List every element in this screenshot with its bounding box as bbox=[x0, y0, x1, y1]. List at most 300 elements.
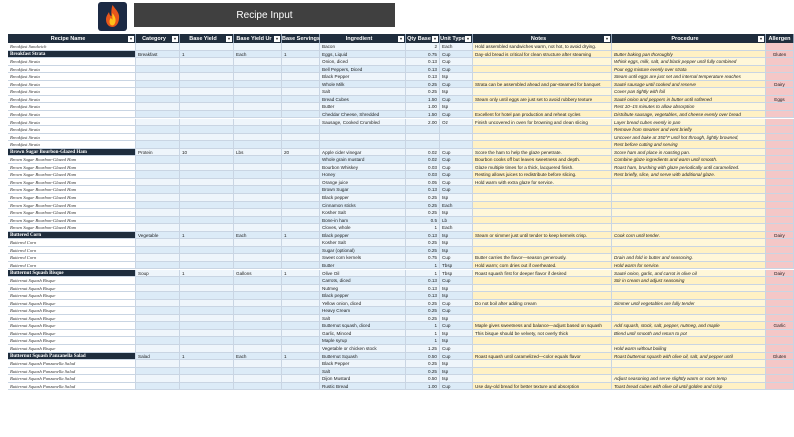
cell-base_yield_unit[interactable] bbox=[234, 156, 282, 164]
cell-base_yield_unit[interactable]: Each bbox=[234, 232, 282, 240]
cell-procedure[interactable] bbox=[612, 224, 766, 232]
cell-base_servings[interactable]: 1 bbox=[282, 270, 320, 278]
cell-qty[interactable]: 1 bbox=[406, 330, 440, 338]
cell-allergen[interactable] bbox=[766, 337, 794, 345]
cell-notes[interactable] bbox=[473, 277, 612, 285]
cell-recipe[interactable]: Breakfast Strata bbox=[8, 111, 136, 119]
cell-base_yield[interactable] bbox=[180, 383, 234, 391]
cell-ingredient[interactable]: Orange juice bbox=[320, 179, 406, 187]
cell-allergen[interactable] bbox=[766, 277, 794, 285]
cell-base_yield[interactable]: 1 bbox=[180, 51, 234, 59]
cell-recipe[interactable]: Butternut Squash Panzanella Salad bbox=[8, 375, 136, 383]
cell-category[interactable] bbox=[136, 43, 180, 51]
cell-allergen[interactable]: Gluten bbox=[766, 353, 794, 361]
cell-category[interactable] bbox=[136, 322, 180, 330]
cell-qty[interactable]: 0.75 bbox=[406, 51, 440, 59]
cell-base_yield_unit[interactable] bbox=[234, 345, 282, 353]
cell-procedure[interactable] bbox=[612, 43, 766, 51]
cell-recipe[interactable]: Breakfast Strata bbox=[8, 126, 136, 134]
cell-category[interactable] bbox=[136, 156, 180, 164]
cell-base_yield_unit[interactable] bbox=[234, 43, 282, 51]
cell-unit[interactable]: Cup bbox=[440, 277, 473, 285]
cell-allergen[interactable] bbox=[766, 375, 794, 383]
cell-procedure[interactable]: Adjust seasoning and serve slightly warm or room temp bbox=[612, 375, 766, 383]
filter-dropdown-icon[interactable]: ▾ bbox=[173, 35, 176, 41]
cell-procedure[interactable]: Hold warm without boiling bbox=[612, 345, 766, 353]
cell-notes[interactable]: Butter carries the flavor—season generously. bbox=[473, 254, 612, 262]
cell-recipe[interactable]: Breakfast Strata bbox=[8, 81, 136, 89]
cell-qty[interactable]: 0.13 bbox=[406, 232, 440, 240]
filter-dropdown-icon[interactable]: ▾ bbox=[466, 35, 469, 41]
cell-unit[interactable] bbox=[440, 134, 473, 142]
cell-notes[interactable] bbox=[473, 315, 612, 323]
cell-procedure[interactable]: Roast ham, brushing with glaze periodically until caramelized. bbox=[612, 164, 766, 172]
cell-recipe[interactable]: Butternut Squash Bisque bbox=[8, 277, 136, 285]
cell-base_yield[interactable] bbox=[180, 111, 234, 119]
cell-base_servings[interactable] bbox=[282, 360, 320, 368]
cell-allergen[interactable]: Eggs bbox=[766, 96, 794, 104]
cell-base_yield_unit[interactable] bbox=[234, 239, 282, 247]
cell-base_servings[interactable] bbox=[282, 209, 320, 217]
cell-base_yield_unit[interactable] bbox=[234, 81, 282, 89]
cell-qty[interactable]: 1 bbox=[406, 337, 440, 345]
cell-base_yield[interactable] bbox=[180, 322, 234, 330]
cell-category[interactable] bbox=[136, 330, 180, 338]
cell-unit[interactable]: tsp bbox=[440, 315, 473, 323]
cell-unit[interactable]: Cup bbox=[440, 156, 473, 164]
cell-base_yield[interactable] bbox=[180, 119, 234, 127]
cell-base_yield[interactable] bbox=[180, 58, 234, 66]
cell-allergen[interactable] bbox=[766, 119, 794, 127]
cell-qty[interactable]: 1.00 bbox=[406, 103, 440, 111]
cell-unit[interactable]: Tbsp bbox=[440, 262, 473, 270]
cell-base_servings[interactable] bbox=[282, 179, 320, 187]
cell-procedure[interactable]: Layer bread cubes evenly in pan bbox=[612, 119, 766, 127]
cell-base_servings[interactable] bbox=[282, 217, 320, 225]
cell-qty[interactable]: 0.25 bbox=[406, 88, 440, 96]
cell-base_servings[interactable] bbox=[282, 58, 320, 66]
cell-base_yield[interactable] bbox=[180, 194, 234, 202]
cell-recipe[interactable]: Butternut Squash Panzanella Salad bbox=[8, 360, 136, 368]
cell-qty[interactable]: 1.50 bbox=[406, 111, 440, 119]
cell-allergen[interactable] bbox=[766, 330, 794, 338]
cell-unit[interactable]: Cup bbox=[440, 164, 473, 172]
cell-notes[interactable] bbox=[473, 345, 612, 353]
cell-base_yield_unit[interactable] bbox=[234, 247, 282, 255]
cell-base_servings[interactable] bbox=[282, 81, 320, 89]
cell-category[interactable] bbox=[136, 307, 180, 315]
cell-recipe[interactable]: Breakfast Strata bbox=[8, 119, 136, 127]
cell-allergen[interactable] bbox=[766, 209, 794, 217]
cell-unit[interactable]: Each bbox=[440, 202, 473, 210]
cell-recipe[interactable]: Butternut Squash Panzanella Salad bbox=[8, 368, 136, 376]
cell-base_servings[interactable]: 1 bbox=[282, 51, 320, 59]
cell-recipe[interactable]: Buttered Corn bbox=[8, 247, 136, 255]
cell-base_yield_unit[interactable] bbox=[234, 66, 282, 74]
cell-notes[interactable] bbox=[473, 224, 612, 232]
cell-base_yield[interactable] bbox=[180, 292, 234, 300]
cell-category[interactable] bbox=[136, 58, 180, 66]
cell-ingredient[interactable]: Cheddar Cheese, Shredded bbox=[320, 111, 406, 119]
cell-notes[interactable]: Roast squash first for deeper flavor if desired bbox=[473, 270, 612, 278]
cell-allergen[interactable] bbox=[766, 285, 794, 293]
cell-base_servings[interactable] bbox=[282, 171, 320, 179]
cell-base_servings[interactable] bbox=[282, 315, 320, 323]
cell-recipe[interactable]: Brown Sugar Bourbon-Glazed Ham bbox=[8, 209, 136, 217]
cell-base_yield[interactable]: 1 bbox=[180, 353, 234, 361]
cell-unit[interactable]: Cup bbox=[440, 179, 473, 187]
cell-ingredient[interactable]: Carrots, diced bbox=[320, 277, 406, 285]
cell-qty[interactable]: 0.25 bbox=[406, 368, 440, 376]
cell-ingredient[interactable]: Butter bbox=[320, 103, 406, 111]
cell-base_yield_unit[interactable] bbox=[234, 171, 282, 179]
cell-procedure[interactable]: Distribute sausage, vegetables, and cheese evenly over bread bbox=[612, 111, 766, 119]
cell-notes[interactable]: Hold assembled sandwiches warm, not hot, to avoid drying. bbox=[473, 43, 612, 51]
cell-unit[interactable]: Cup bbox=[440, 58, 473, 66]
cell-ingredient[interactable]: Nutmeg bbox=[320, 285, 406, 293]
cell-base_servings[interactable] bbox=[282, 194, 320, 202]
cell-base_yield[interactable] bbox=[180, 186, 234, 194]
cell-procedure[interactable] bbox=[612, 247, 766, 255]
cell-procedure[interactable] bbox=[612, 292, 766, 300]
cell-recipe[interactable]: Butternut Squash Panzanella Salad bbox=[8, 353, 136, 361]
cell-base_yield_unit[interactable] bbox=[234, 134, 282, 142]
cell-procedure[interactable]: Uncover and bake at 350°F until hot through, lightly browned, bbox=[612, 134, 766, 142]
cell-allergen[interactable] bbox=[766, 300, 794, 308]
cell-allergen[interactable] bbox=[766, 126, 794, 134]
cell-recipe[interactable]: Brown Sugar Bourbon-Glazed Ham bbox=[8, 156, 136, 164]
cell-base_yield_unit[interactable] bbox=[234, 322, 282, 330]
cell-base_yield[interactable] bbox=[180, 247, 234, 255]
cell-procedure[interactable]: Add squash, stock, salt, pepper, nutmeg, and maple bbox=[612, 322, 766, 330]
cell-notes[interactable] bbox=[473, 239, 612, 247]
cell-recipe[interactable]: Brown Sugar Bourbon-Glazed Ham bbox=[8, 164, 136, 172]
cell-base_yield_unit[interactable] bbox=[234, 277, 282, 285]
recipe-grid[interactable] bbox=[8, 34, 794, 437]
cell-category[interactable] bbox=[136, 202, 180, 210]
cell-qty[interactable]: 0.02 bbox=[406, 156, 440, 164]
cell-base_servings[interactable]: 20 bbox=[282, 149, 320, 157]
cell-base_yield_unit[interactable] bbox=[234, 375, 282, 383]
column-header-procedure[interactable] bbox=[612, 34, 766, 43]
cell-procedure[interactable]: Toast bread cubes with olive oil until golden and crisp bbox=[612, 383, 766, 391]
cell-ingredient[interactable]: Onion, diced bbox=[320, 58, 406, 66]
cell-recipe[interactable]: Breakfast Strata bbox=[8, 73, 136, 81]
cell-category[interactable] bbox=[136, 179, 180, 187]
cell-recipe[interactable]: Buttered Corn bbox=[8, 239, 136, 247]
cell-recipe[interactable]: Butternut Squash Bisque bbox=[8, 270, 136, 278]
cell-category[interactable] bbox=[136, 119, 180, 127]
cell-notes[interactable] bbox=[473, 58, 612, 66]
cell-base_servings[interactable] bbox=[282, 337, 320, 345]
cell-base_yield_unit[interactable] bbox=[234, 383, 282, 391]
cell-base_yield_unit[interactable] bbox=[234, 360, 282, 368]
cell-qty[interactable]: 0.03 bbox=[406, 164, 440, 172]
cell-category[interactable] bbox=[136, 345, 180, 353]
cell-allergen[interactable] bbox=[766, 88, 794, 96]
cell-base_yield_unit[interactable] bbox=[234, 285, 282, 293]
cell-base_yield[interactable] bbox=[180, 337, 234, 345]
filter-dropdown-icon[interactable]: ▾ bbox=[227, 35, 230, 41]
cell-base_servings[interactable] bbox=[282, 247, 320, 255]
cell-category[interactable] bbox=[136, 88, 180, 96]
cell-notes[interactable] bbox=[473, 292, 612, 300]
cell-base_servings[interactable] bbox=[282, 368, 320, 376]
cell-unit[interactable]: tsp bbox=[440, 232, 473, 240]
cell-base_servings[interactable] bbox=[282, 322, 320, 330]
filter-dropdown-icon[interactable]: ▾ bbox=[433, 35, 436, 41]
cell-unit[interactable]: tsp bbox=[440, 103, 473, 111]
cell-qty[interactable]: 0.50 bbox=[406, 353, 440, 361]
filter-dropdown-icon[interactable]: ▾ bbox=[605, 35, 608, 41]
cell-base_servings[interactable] bbox=[282, 186, 320, 194]
column-header-ingredient[interactable] bbox=[320, 34, 406, 43]
cell-ingredient[interactable]: Butternut Squash bbox=[320, 353, 406, 361]
cell-category[interactable] bbox=[136, 103, 180, 111]
cell-unit[interactable]: Cup bbox=[440, 322, 473, 330]
cell-base_yield[interactable] bbox=[180, 126, 234, 134]
cell-qty[interactable]: 2 bbox=[406, 43, 440, 51]
cell-base_yield_unit[interactable] bbox=[234, 368, 282, 376]
cell-base_yield_unit[interactable] bbox=[234, 224, 282, 232]
cell-category[interactable] bbox=[136, 134, 180, 142]
cell-allergen[interactable] bbox=[766, 66, 794, 74]
cell-category[interactable] bbox=[136, 186, 180, 194]
cell-category[interactable]: Breakfast bbox=[136, 51, 180, 59]
cell-base_servings[interactable]: 1 bbox=[282, 353, 320, 361]
cell-unit[interactable]: tsp bbox=[440, 239, 473, 247]
cell-qty[interactable]: 0.25 bbox=[406, 307, 440, 315]
cell-allergen[interactable] bbox=[766, 186, 794, 194]
cell-notes[interactable] bbox=[473, 66, 612, 74]
cell-base_yield[interactable] bbox=[180, 164, 234, 172]
cell-qty[interactable]: 0.50 bbox=[406, 375, 440, 383]
cell-allergen[interactable]: Dairy bbox=[766, 81, 794, 89]
cell-unit[interactable]: Cup bbox=[440, 254, 473, 262]
cell-qty[interactable]: 0.25 bbox=[406, 81, 440, 89]
cell-base_yield_unit[interactable] bbox=[234, 330, 282, 338]
cell-base_servings[interactable] bbox=[282, 254, 320, 262]
cell-recipe[interactable]: Butternut Squash Panzanella Salad bbox=[8, 383, 136, 391]
cell-category[interactable] bbox=[136, 126, 180, 134]
cell-procedure[interactable]: Hold warm for service. bbox=[612, 262, 766, 270]
cell-qty[interactable]: 0.25 bbox=[406, 247, 440, 255]
cell-ingredient[interactable]: Cinnamon sticks bbox=[320, 202, 406, 210]
cell-unit[interactable]: Cup bbox=[440, 51, 473, 59]
cell-allergen[interactable] bbox=[766, 202, 794, 210]
cell-procedure[interactable]: Rest before cutting and serving bbox=[612, 141, 766, 149]
cell-notes[interactable] bbox=[473, 360, 612, 368]
cell-ingredient[interactable]: Eggs, Liquid bbox=[320, 51, 406, 59]
cell-recipe[interactable]: Butternut Squash Bisque bbox=[8, 345, 136, 353]
cell-base_servings[interactable] bbox=[282, 307, 320, 315]
cell-qty[interactable]: 0.02 bbox=[406, 149, 440, 157]
cell-procedure[interactable]: Whisk eggs, milk, salt, and black pepper until fully combined bbox=[612, 58, 766, 66]
cell-base_yield[interactable] bbox=[180, 88, 234, 96]
cell-recipe[interactable]: Buttered Corn bbox=[8, 232, 136, 240]
cell-recipe[interactable]: Butternut Squash Bisque bbox=[8, 285, 136, 293]
cell-qty[interactable]: 0.25 bbox=[406, 194, 440, 202]
cell-recipe[interactable]: Butternut Squash Bisque bbox=[8, 322, 136, 330]
cell-procedure[interactable]: Blend until smooth and return to pot bbox=[612, 330, 766, 338]
cell-qty[interactable]: 1.25 bbox=[406, 345, 440, 353]
cell-notes[interactable]: Glaze multiple times for a thick, lacquered finish. bbox=[473, 164, 612, 172]
cell-allergen[interactable] bbox=[766, 194, 794, 202]
cell-base_servings[interactable] bbox=[282, 262, 320, 270]
cell-allergen[interactable] bbox=[766, 217, 794, 225]
cell-category[interactable]: Vegetable bbox=[136, 232, 180, 240]
cell-unit[interactable]: Cup bbox=[440, 111, 473, 119]
cell-ingredient[interactable]: Honey bbox=[320, 171, 406, 179]
cell-category[interactable] bbox=[136, 262, 180, 270]
cell-base_servings[interactable] bbox=[282, 345, 320, 353]
cell-base_yield[interactable] bbox=[180, 103, 234, 111]
cell-ingredient[interactable]: Dijon Mustard bbox=[320, 375, 406, 383]
cell-category[interactable] bbox=[136, 375, 180, 383]
cell-base_yield[interactable] bbox=[180, 285, 234, 293]
cell-procedure[interactable]: Cover pan tightly with foil bbox=[612, 88, 766, 96]
cell-qty[interactable]: 0.03 bbox=[406, 171, 440, 179]
cell-allergen[interactable]: Garlic bbox=[766, 322, 794, 330]
cell-procedure[interactable]: Simmer until vegetables are fully tender bbox=[612, 300, 766, 308]
cell-notes[interactable]: Resting allows juices to redistribute before slicing. bbox=[473, 171, 612, 179]
cell-notes[interactable] bbox=[473, 103, 612, 111]
cell-unit[interactable]: tsp bbox=[440, 330, 473, 338]
cell-procedure[interactable]: Drain and fold in butter and seasoning. bbox=[612, 254, 766, 262]
cell-ingredient[interactable]: Black Pepper bbox=[320, 73, 406, 81]
cell-category[interactable] bbox=[136, 383, 180, 391]
cell-qty[interactable]: 0.13 bbox=[406, 186, 440, 194]
cell-base_servings[interactable] bbox=[282, 330, 320, 338]
cell-category[interactable]: Soup bbox=[136, 270, 180, 278]
cell-allergen[interactable] bbox=[766, 262, 794, 270]
cell-notes[interactable] bbox=[473, 186, 612, 194]
cell-allergen[interactable] bbox=[766, 149, 794, 157]
cell-base_yield[interactable] bbox=[180, 224, 234, 232]
cell-recipe[interactable]: Breakfast Strata bbox=[8, 58, 136, 66]
cell-base_servings[interactable] bbox=[282, 202, 320, 210]
cell-recipe[interactable]: Brown Sugar Bourbon-Glazed Ham bbox=[8, 217, 136, 225]
cell-base_servings[interactable] bbox=[282, 224, 320, 232]
cell-qty[interactable] bbox=[406, 141, 440, 149]
filter-dropdown-icon[interactable]: ▾ bbox=[399, 35, 402, 41]
cell-base_servings[interactable] bbox=[282, 375, 320, 383]
cell-base_yield_unit[interactable] bbox=[234, 96, 282, 104]
cell-allergen[interactable] bbox=[766, 292, 794, 300]
cell-category[interactable] bbox=[136, 217, 180, 225]
cell-unit[interactable]: tsp bbox=[440, 209, 473, 217]
cell-unit[interactable]: tsp bbox=[440, 194, 473, 202]
cell-base_yield[interactable] bbox=[180, 209, 234, 217]
cell-qty[interactable]: 1 bbox=[406, 262, 440, 270]
cell-recipe[interactable]: Butternut Squash Bisque bbox=[8, 337, 136, 345]
cell-notes[interactable] bbox=[473, 217, 612, 225]
cell-base_yield_unit[interactable] bbox=[234, 88, 282, 96]
cell-unit[interactable] bbox=[440, 141, 473, 149]
cell-recipe[interactable]: Breakfast Strata bbox=[8, 96, 136, 104]
cell-base_yield[interactable]: 1 bbox=[180, 270, 234, 278]
cell-recipe[interactable]: Brown Sugar Bourbon-Glazed Ham bbox=[8, 171, 136, 179]
cell-qty[interactable]: 0.13 bbox=[406, 58, 440, 66]
column-header-base_yield[interactable] bbox=[180, 34, 234, 43]
cell-base_yield_unit[interactable] bbox=[234, 111, 282, 119]
cell-ingredient[interactable]: Bourbon Whiskey bbox=[320, 164, 406, 172]
cell-base_servings[interactable] bbox=[282, 300, 320, 308]
cell-base_servings[interactable] bbox=[282, 141, 320, 149]
cell-notes[interactable]: Do not boil after adding cream bbox=[473, 300, 612, 308]
cell-unit[interactable]: tsp bbox=[440, 375, 473, 383]
cell-base_yield_unit[interactable] bbox=[234, 217, 282, 225]
cell-base_yield[interactable] bbox=[180, 315, 234, 323]
cell-qty[interactable] bbox=[406, 126, 440, 134]
cell-category[interactable] bbox=[136, 73, 180, 81]
cell-qty[interactable]: 0.13 bbox=[406, 277, 440, 285]
cell-base_yield[interactable] bbox=[180, 66, 234, 74]
cell-unit[interactable]: Cup bbox=[440, 186, 473, 194]
column-header-category[interactable] bbox=[136, 34, 180, 43]
cell-allergen[interactable] bbox=[766, 171, 794, 179]
cell-base_yield_unit[interactable] bbox=[234, 103, 282, 111]
cell-category[interactable] bbox=[136, 81, 180, 89]
cell-category[interactable] bbox=[136, 300, 180, 308]
cell-qty[interactable]: 0.5 bbox=[406, 217, 440, 225]
cell-procedure[interactable] bbox=[612, 307, 766, 315]
cell-procedure[interactable]: Stir in cream and adjust seasoning bbox=[612, 277, 766, 285]
cell-unit[interactable]: Each bbox=[440, 43, 473, 51]
cell-base_yield_unit[interactable]: Each bbox=[234, 51, 282, 59]
cell-base_yield[interactable] bbox=[180, 254, 234, 262]
cell-base_yield[interactable] bbox=[180, 96, 234, 104]
cell-base_yield_unit[interactable]: Each bbox=[234, 353, 282, 361]
cell-recipe[interactable]: Brown Sugar Bourbon-Glazed Ham bbox=[8, 186, 136, 194]
cell-category[interactable] bbox=[136, 111, 180, 119]
cell-base_servings[interactable] bbox=[282, 73, 320, 81]
cell-procedure[interactable]: Remove from steamer and vent briefly bbox=[612, 126, 766, 134]
cell-base_yield[interactable] bbox=[180, 179, 234, 187]
cell-unit[interactable]: Cup bbox=[440, 383, 473, 391]
cell-recipe[interactable]: Buttered Corn bbox=[8, 262, 136, 270]
cell-procedure[interactable] bbox=[612, 368, 766, 376]
cell-procedure[interactable] bbox=[612, 179, 766, 187]
cell-notes[interactable] bbox=[473, 247, 612, 255]
cell-category[interactable] bbox=[136, 239, 180, 247]
cell-procedure[interactable]: Roast butternut squash with olive oil, salt, and pepper until bbox=[612, 353, 766, 361]
cell-procedure[interactable] bbox=[612, 202, 766, 210]
cell-category[interactable] bbox=[136, 292, 180, 300]
cell-category[interactable] bbox=[136, 360, 180, 368]
cell-ingredient[interactable]: Maple syrup bbox=[320, 337, 406, 345]
cell-unit[interactable]: tsp bbox=[440, 285, 473, 293]
cell-recipe[interactable]: Butternut Squash Bisque bbox=[8, 315, 136, 323]
cell-qty[interactable]: 0.13 bbox=[406, 292, 440, 300]
cell-unit[interactable]: Each bbox=[440, 224, 473, 232]
cell-allergen[interactable] bbox=[766, 134, 794, 142]
cell-ingredient[interactable]: Vegetable or chicken stock bbox=[320, 345, 406, 353]
cell-recipe[interactable]: Breakfast Strata bbox=[8, 66, 136, 74]
cell-ingredient[interactable]: Salt bbox=[320, 88, 406, 96]
cell-recipe[interactable]: Butternut Squash Bisque bbox=[8, 300, 136, 308]
cell-ingredient[interactable]: Black pepper bbox=[320, 194, 406, 202]
cell-unit[interactable]: Lb bbox=[440, 217, 473, 225]
cell-notes[interactable]: Finish uncovered in oven for browning and clean slicing bbox=[473, 119, 612, 127]
cell-procedure[interactable] bbox=[612, 285, 766, 293]
cell-base_servings[interactable]: 1 bbox=[282, 232, 320, 240]
cell-notes[interactable] bbox=[473, 73, 612, 81]
cell-base_yield_unit[interactable] bbox=[234, 179, 282, 187]
column-header-allergen[interactable] bbox=[766, 34, 794, 43]
cell-notes[interactable] bbox=[473, 285, 612, 293]
cell-ingredient[interactable]: Black Pepper bbox=[320, 360, 406, 368]
